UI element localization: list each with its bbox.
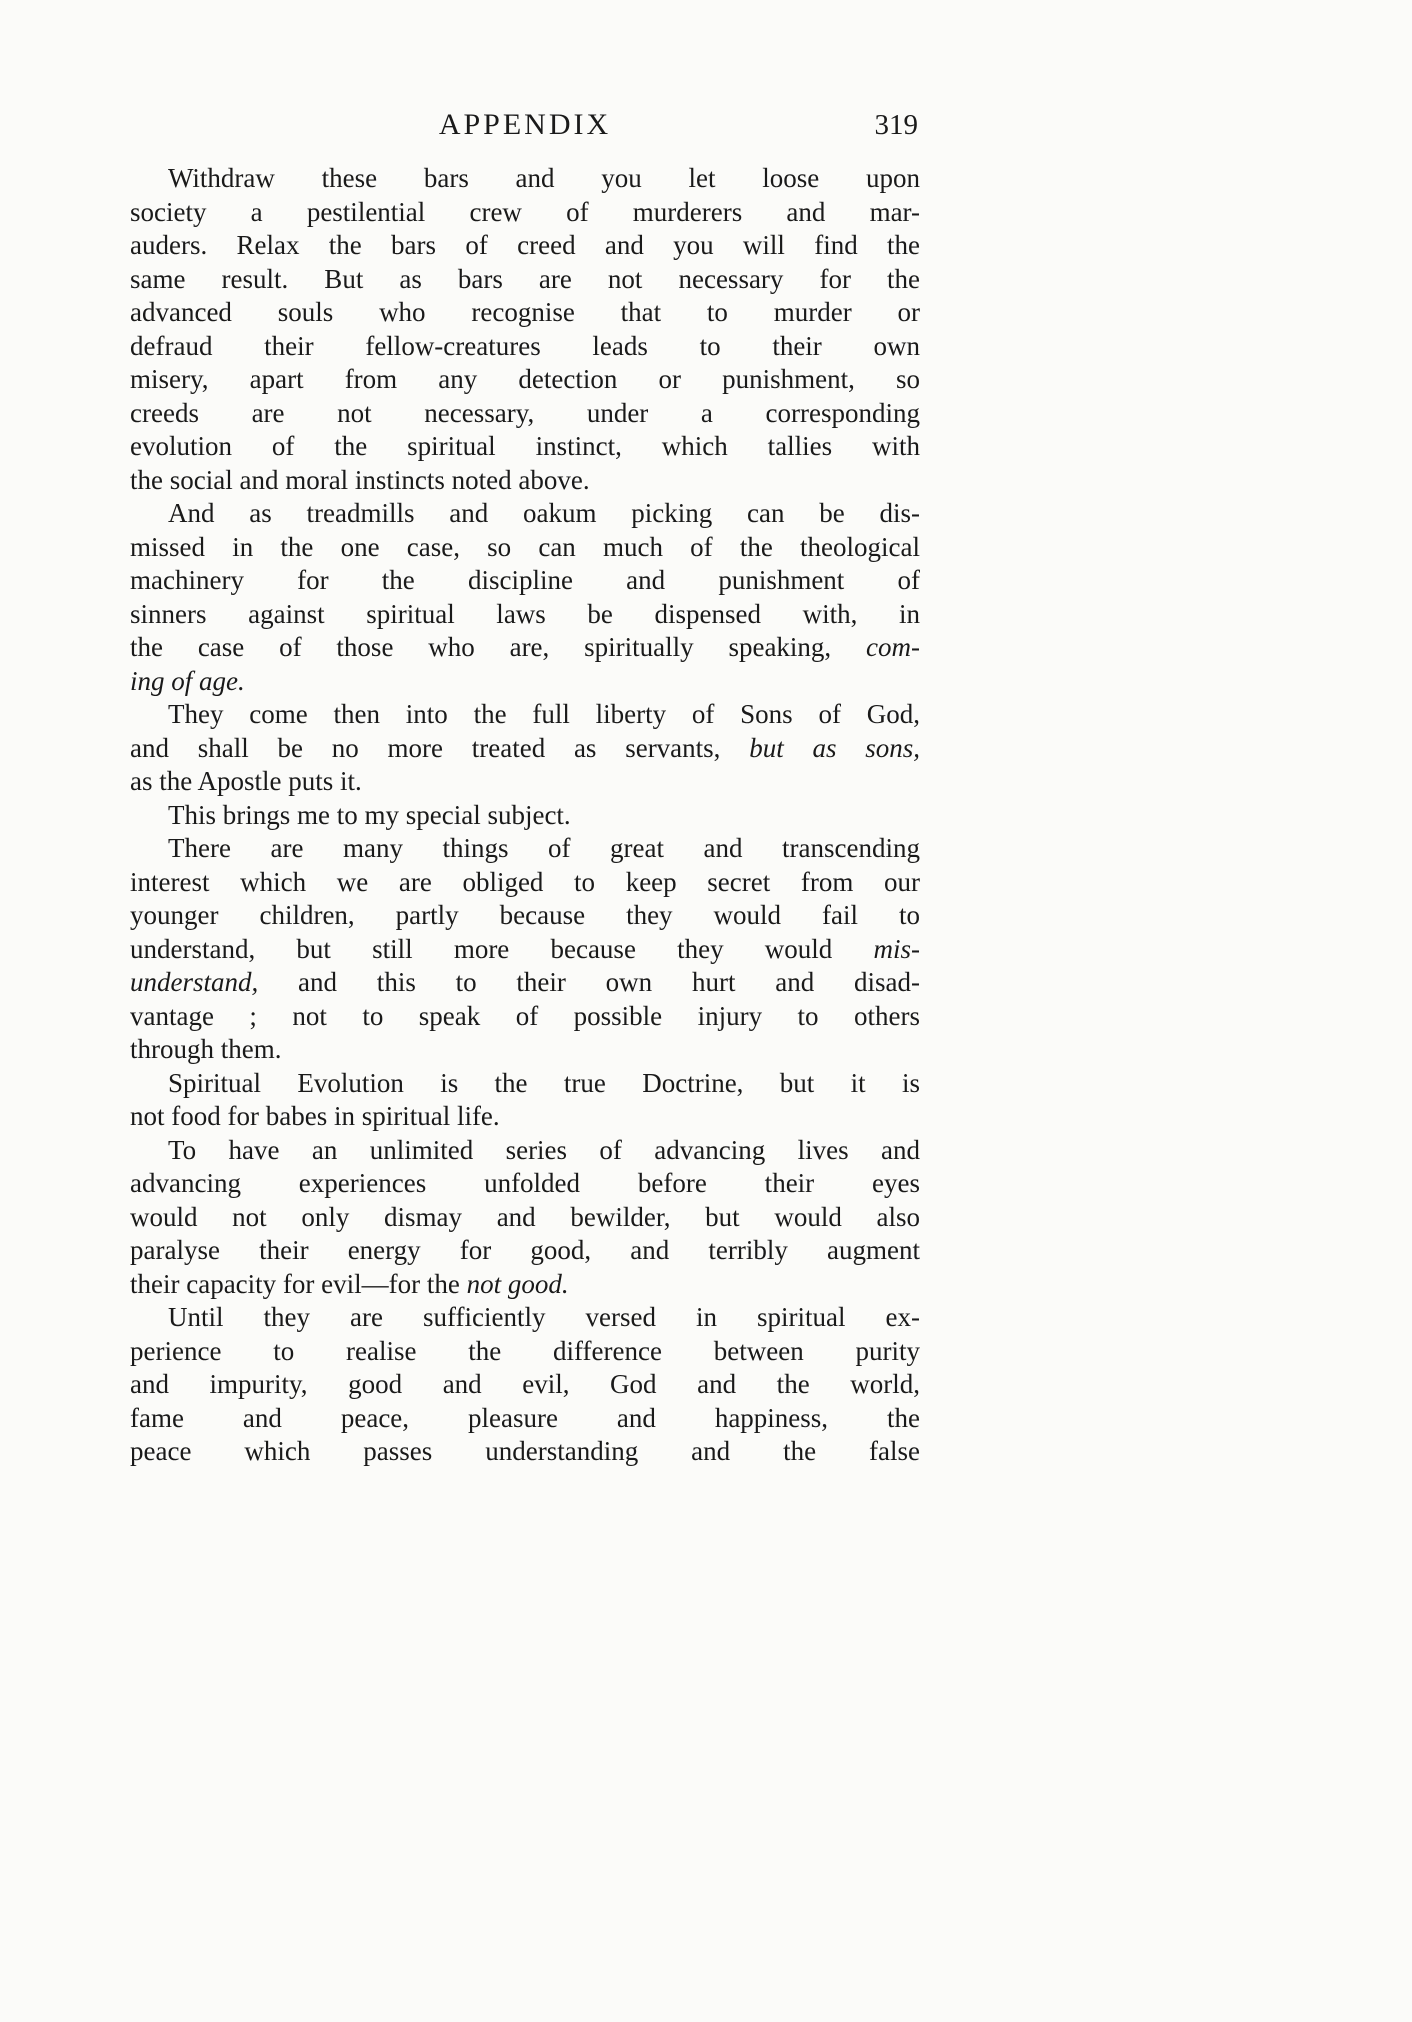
text-line — [130, 732, 920, 766]
text-run: sinners against spiritual laws be dispensed with, in — [130, 598, 920, 629]
text-line — [130, 1167, 920, 1201]
text-run: fame and peace, pleasure and happiness, the — [130, 1402, 920, 1433]
text-run: peace which passes understanding and the false — [130, 1436, 920, 1466]
text-run: This brings me to my special subject. — [168, 799, 571, 830]
text-run: They come then into the full liberty of Sons of God, — [168, 699, 920, 729]
text-line — [130, 1067, 920, 1101]
text-run: missed in the one case, so can much of the theological — [130, 531, 920, 562]
text-run: vantage ; not to speak of possible injury to others — [130, 1000, 920, 1031]
text-line — [130, 866, 920, 900]
text-line — [130, 832, 920, 866]
text-run: interest which we are obliged to keep secret from our — [130, 866, 920, 897]
text-line — [130, 564, 920, 598]
italic-text: but as sons, — [749, 732, 920, 763]
text-line — [130, 397, 920, 431]
text-line — [130, 1201, 920, 1235]
running-header — [130, 108, 920, 150]
page-title: APPENDIX — [438, 108, 612, 141]
text-run: advancing experiences unfolded before their eyes — [130, 1168, 920, 1198]
text-run: There are many things of great and transcending — [168, 833, 920, 863]
text-run: same result. But as bars are not necessary for the — [130, 263, 920, 294]
text-run: misery, apart from any detection or punishment, so — [130, 364, 920, 394]
text-line — [130, 1435, 920, 1469]
text-line — [130, 966, 920, 1000]
text-line — [130, 1100, 920, 1134]
italic-text: not good. — [466, 1268, 569, 1299]
text-run: paralyse their energy for good, and terribly augment — [130, 1235, 920, 1265]
text-line — [130, 196, 920, 230]
text-run: evolution of the spiritual instinct, which tallies with — [130, 431, 920, 461]
text-line — [130, 665, 920, 699]
text-line — [130, 598, 920, 632]
text-run: society a pestilential crew of murderers and mar- — [130, 196, 920, 227]
text-run: Until they are sufficiently versed in spiritual ex- — [168, 1302, 920, 1332]
text-line — [130, 1033, 920, 1067]
text-line — [130, 497, 920, 531]
text-run: To have an unlimited series of advancing lives and — [168, 1134, 920, 1165]
text-line — [130, 765, 920, 799]
text-line — [130, 1000, 920, 1034]
text-line — [130, 363, 920, 397]
text-run: Withdraw these bars and you let loose upon — [168, 163, 920, 193]
text-run: not food for babes in spiritual life. — [130, 1101, 500, 1131]
text-run: the social and moral instincts noted above. — [130, 464, 590, 495]
page-number: 319 — [874, 109, 918, 141]
italic-text: ing of age. — [130, 665, 245, 696]
text-line — [130, 464, 920, 498]
text-run: and impurity, good and evil, God and the world, — [130, 1369, 920, 1399]
text-run: understand, but still more because they would — [130, 933, 874, 964]
text-run: and this to their own hurt and disad- — [258, 967, 920, 997]
text-line — [130, 162, 920, 196]
text-line — [130, 1368, 920, 1402]
text-line — [130, 229, 920, 263]
text-run: machinery for the discipline and punishment of — [130, 565, 920, 595]
text-line — [130, 1268, 920, 1302]
italic-text: com- — [866, 632, 920, 662]
text-run: Spiritual Evolution is the true Doctrine, but it is — [168, 1067, 920, 1098]
text-run: defraud their fellow-creatures leads to their own — [130, 330, 920, 361]
italic-text: mis- — [873, 933, 920, 964]
text-line — [130, 330, 920, 364]
text-run: creeds are not necessary, under a corresponding — [130, 397, 920, 428]
text-line — [130, 1234, 920, 1268]
text-line — [130, 263, 920, 297]
text-run: perience to realise the difference between purity — [130, 1335, 920, 1366]
text-run: younger children, partly because they would fail to — [130, 900, 920, 930]
text-line — [130, 531, 920, 565]
text-line — [130, 631, 920, 665]
text-run: their capacity for evil—for the — [130, 1268, 467, 1299]
text-run: And as treadmills and oakum picking can be dis- — [168, 498, 920, 528]
text-run: as the Apostle puts it. — [130, 766, 362, 796]
text-line — [130, 1402, 920, 1436]
italic-text: understand, — [130, 967, 259, 997]
text-line — [130, 1134, 920, 1168]
text-line — [130, 296, 920, 330]
text-run: and shall be no more treated as servants, — [130, 732, 750, 763]
text-line — [130, 933, 920, 967]
text-run: auders. Relax the bars of creed and you will find the — [130, 230, 920, 260]
text-run: the case of those who are, spiritually speaking, — [130, 632, 867, 662]
text-line — [130, 1301, 920, 1335]
text-run: through them. — [130, 1034, 282, 1064]
text-line — [130, 698, 920, 732]
text-line — [130, 799, 920, 833]
text-run: advanced souls who recognise that to murder or — [130, 297, 920, 327]
text-line — [130, 899, 920, 933]
body-text — [130, 162, 920, 1469]
book-page-text-block — [130, 108, 920, 1469]
text-line — [130, 1335, 920, 1369]
text-line — [130, 430, 920, 464]
text-run: would not only dismay and bewilder, but would also — [130, 1201, 920, 1232]
